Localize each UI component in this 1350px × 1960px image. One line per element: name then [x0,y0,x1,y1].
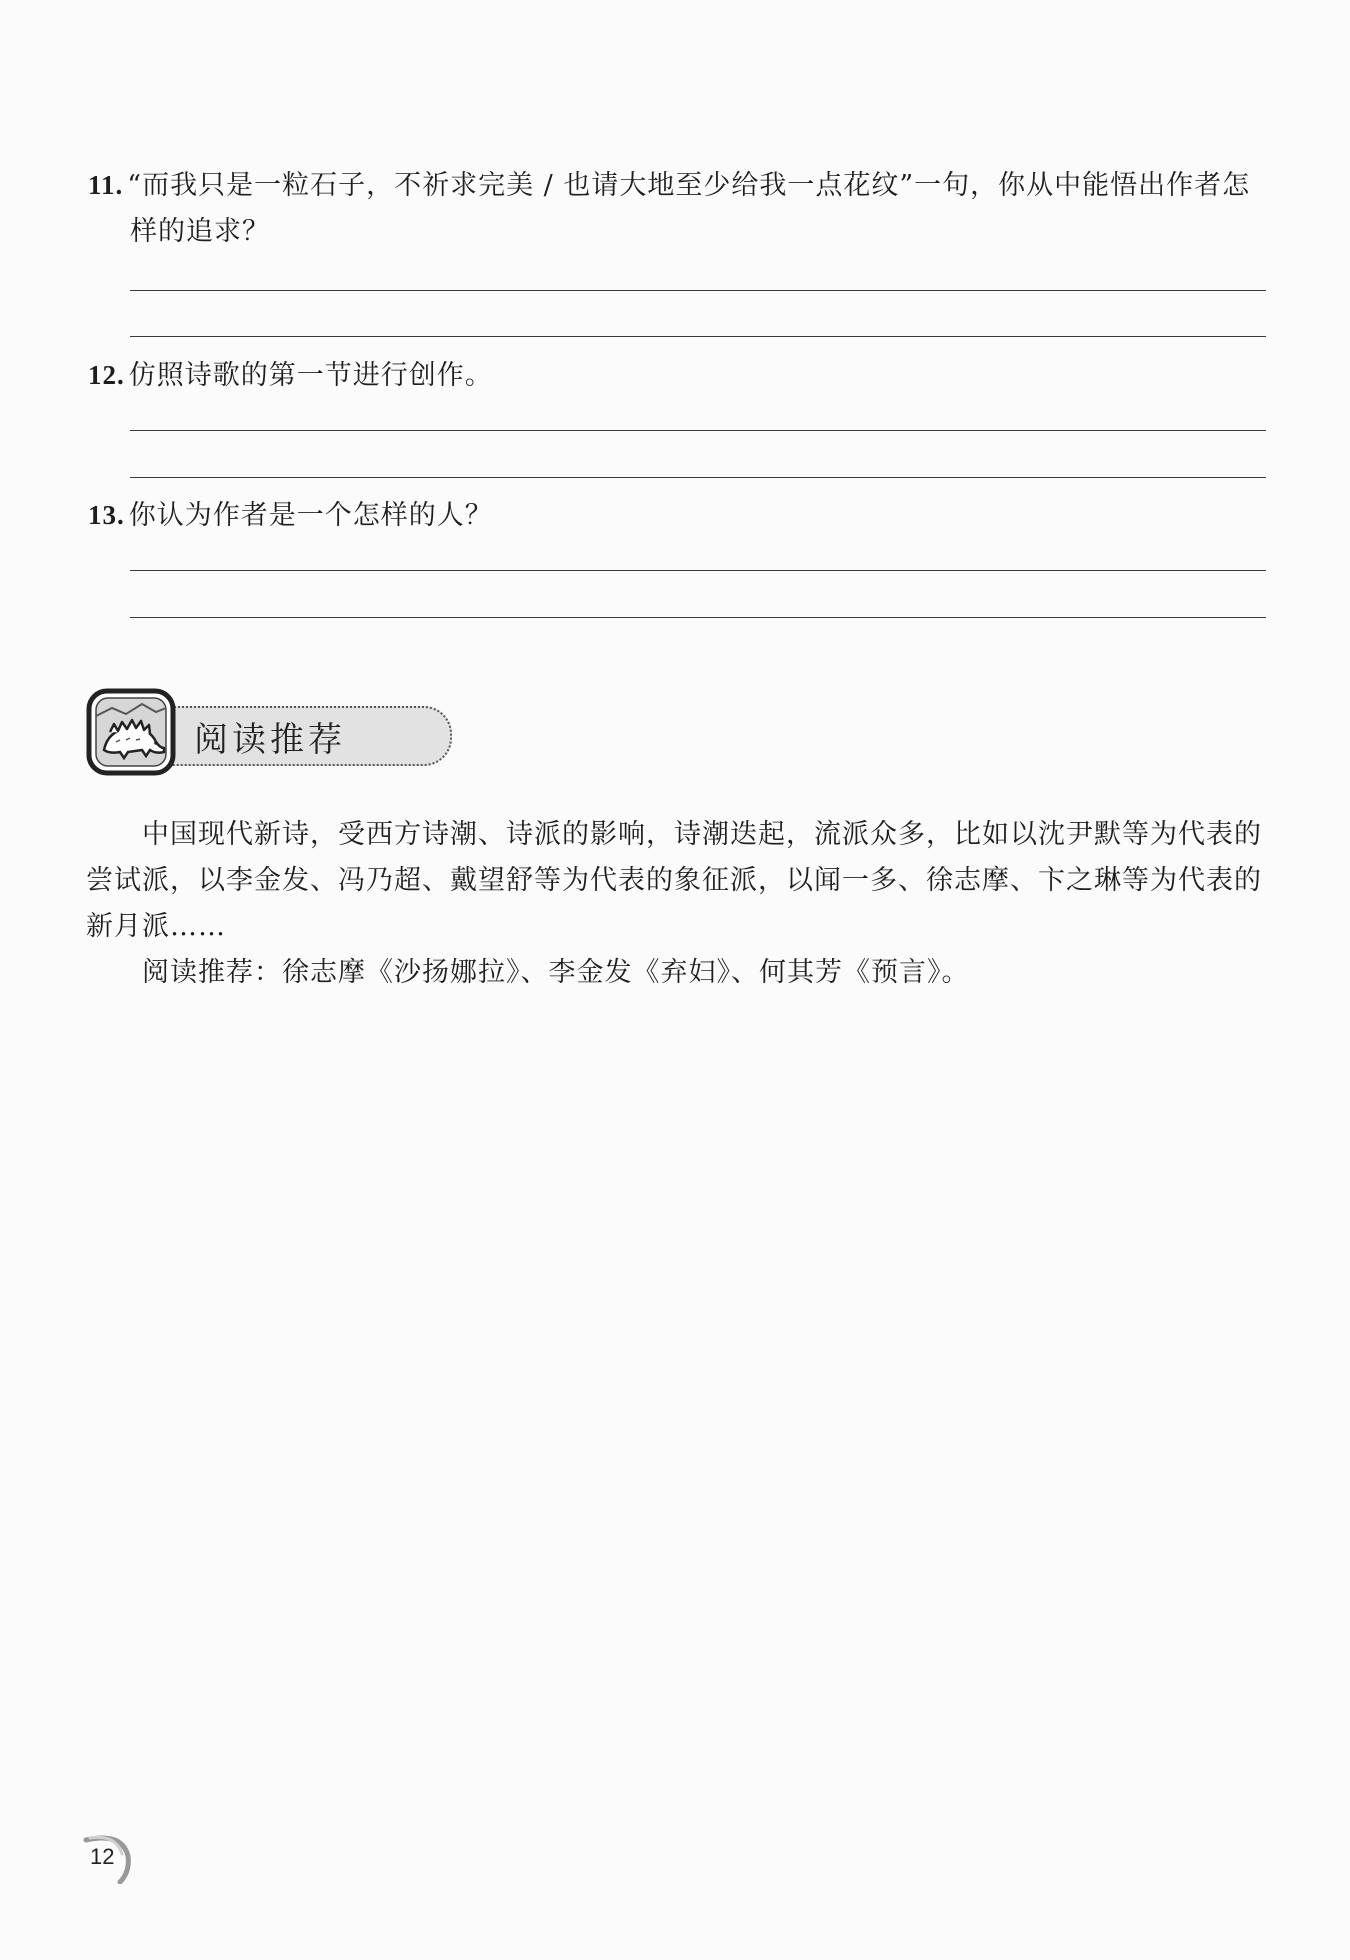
page-number-badge [82,1832,138,1884]
reading-recommendation-header [86,686,376,780]
question-11-number: 11. [88,170,124,200]
question-11 [88,162,1268,255]
answer-line[interactable] [130,290,1266,291]
question-12-text: 仿照诗歌的第一节进行创作。 [128,360,493,391]
answer-line[interactable] [130,336,1266,337]
answer-line[interactable] [130,617,1266,618]
answer-line[interactable] [130,430,1266,431]
question-11-line1 [88,162,1268,209]
question-13 [88,492,1268,539]
question-12 [88,352,1268,399]
page-number: 12 [90,1844,115,1869]
question-12-number: 12. [88,360,125,390]
intro-paragraph: 中国现代新诗，受西方诗潮、诗派的影响，诗潮迭起，流派众多，比如以沈尹默等为代表的尝试派，以李金发、冯乃超、戴望舒等为代表的象征派，以闻一多、徐志摩、卞之琳等为代表的新月派…… [86,819,1262,942]
question-11-line2: 样的追求？ [130,216,270,247]
question-13-text: 你认为作者是一个怎样的人？ [128,500,493,531]
dinosaur-badge-icon [86,686,178,778]
question-13-number: 13. [88,500,125,530]
answer-line[interactable] [130,570,1266,571]
section-title: 阅读推荐 [194,720,346,760]
question-11-text: “而我只是一粒石子，不祈求完美 / 也请大地至少给我一点花纹”一句，你从中能悟出作者怎 [127,170,1251,201]
answer-line[interactable] [130,477,1266,478]
recommendation-paragraph: 阅读推荐：徐志摩《沙扬娜拉》、李金发《弃妇》、何其芳《预言》。 [142,957,970,988]
